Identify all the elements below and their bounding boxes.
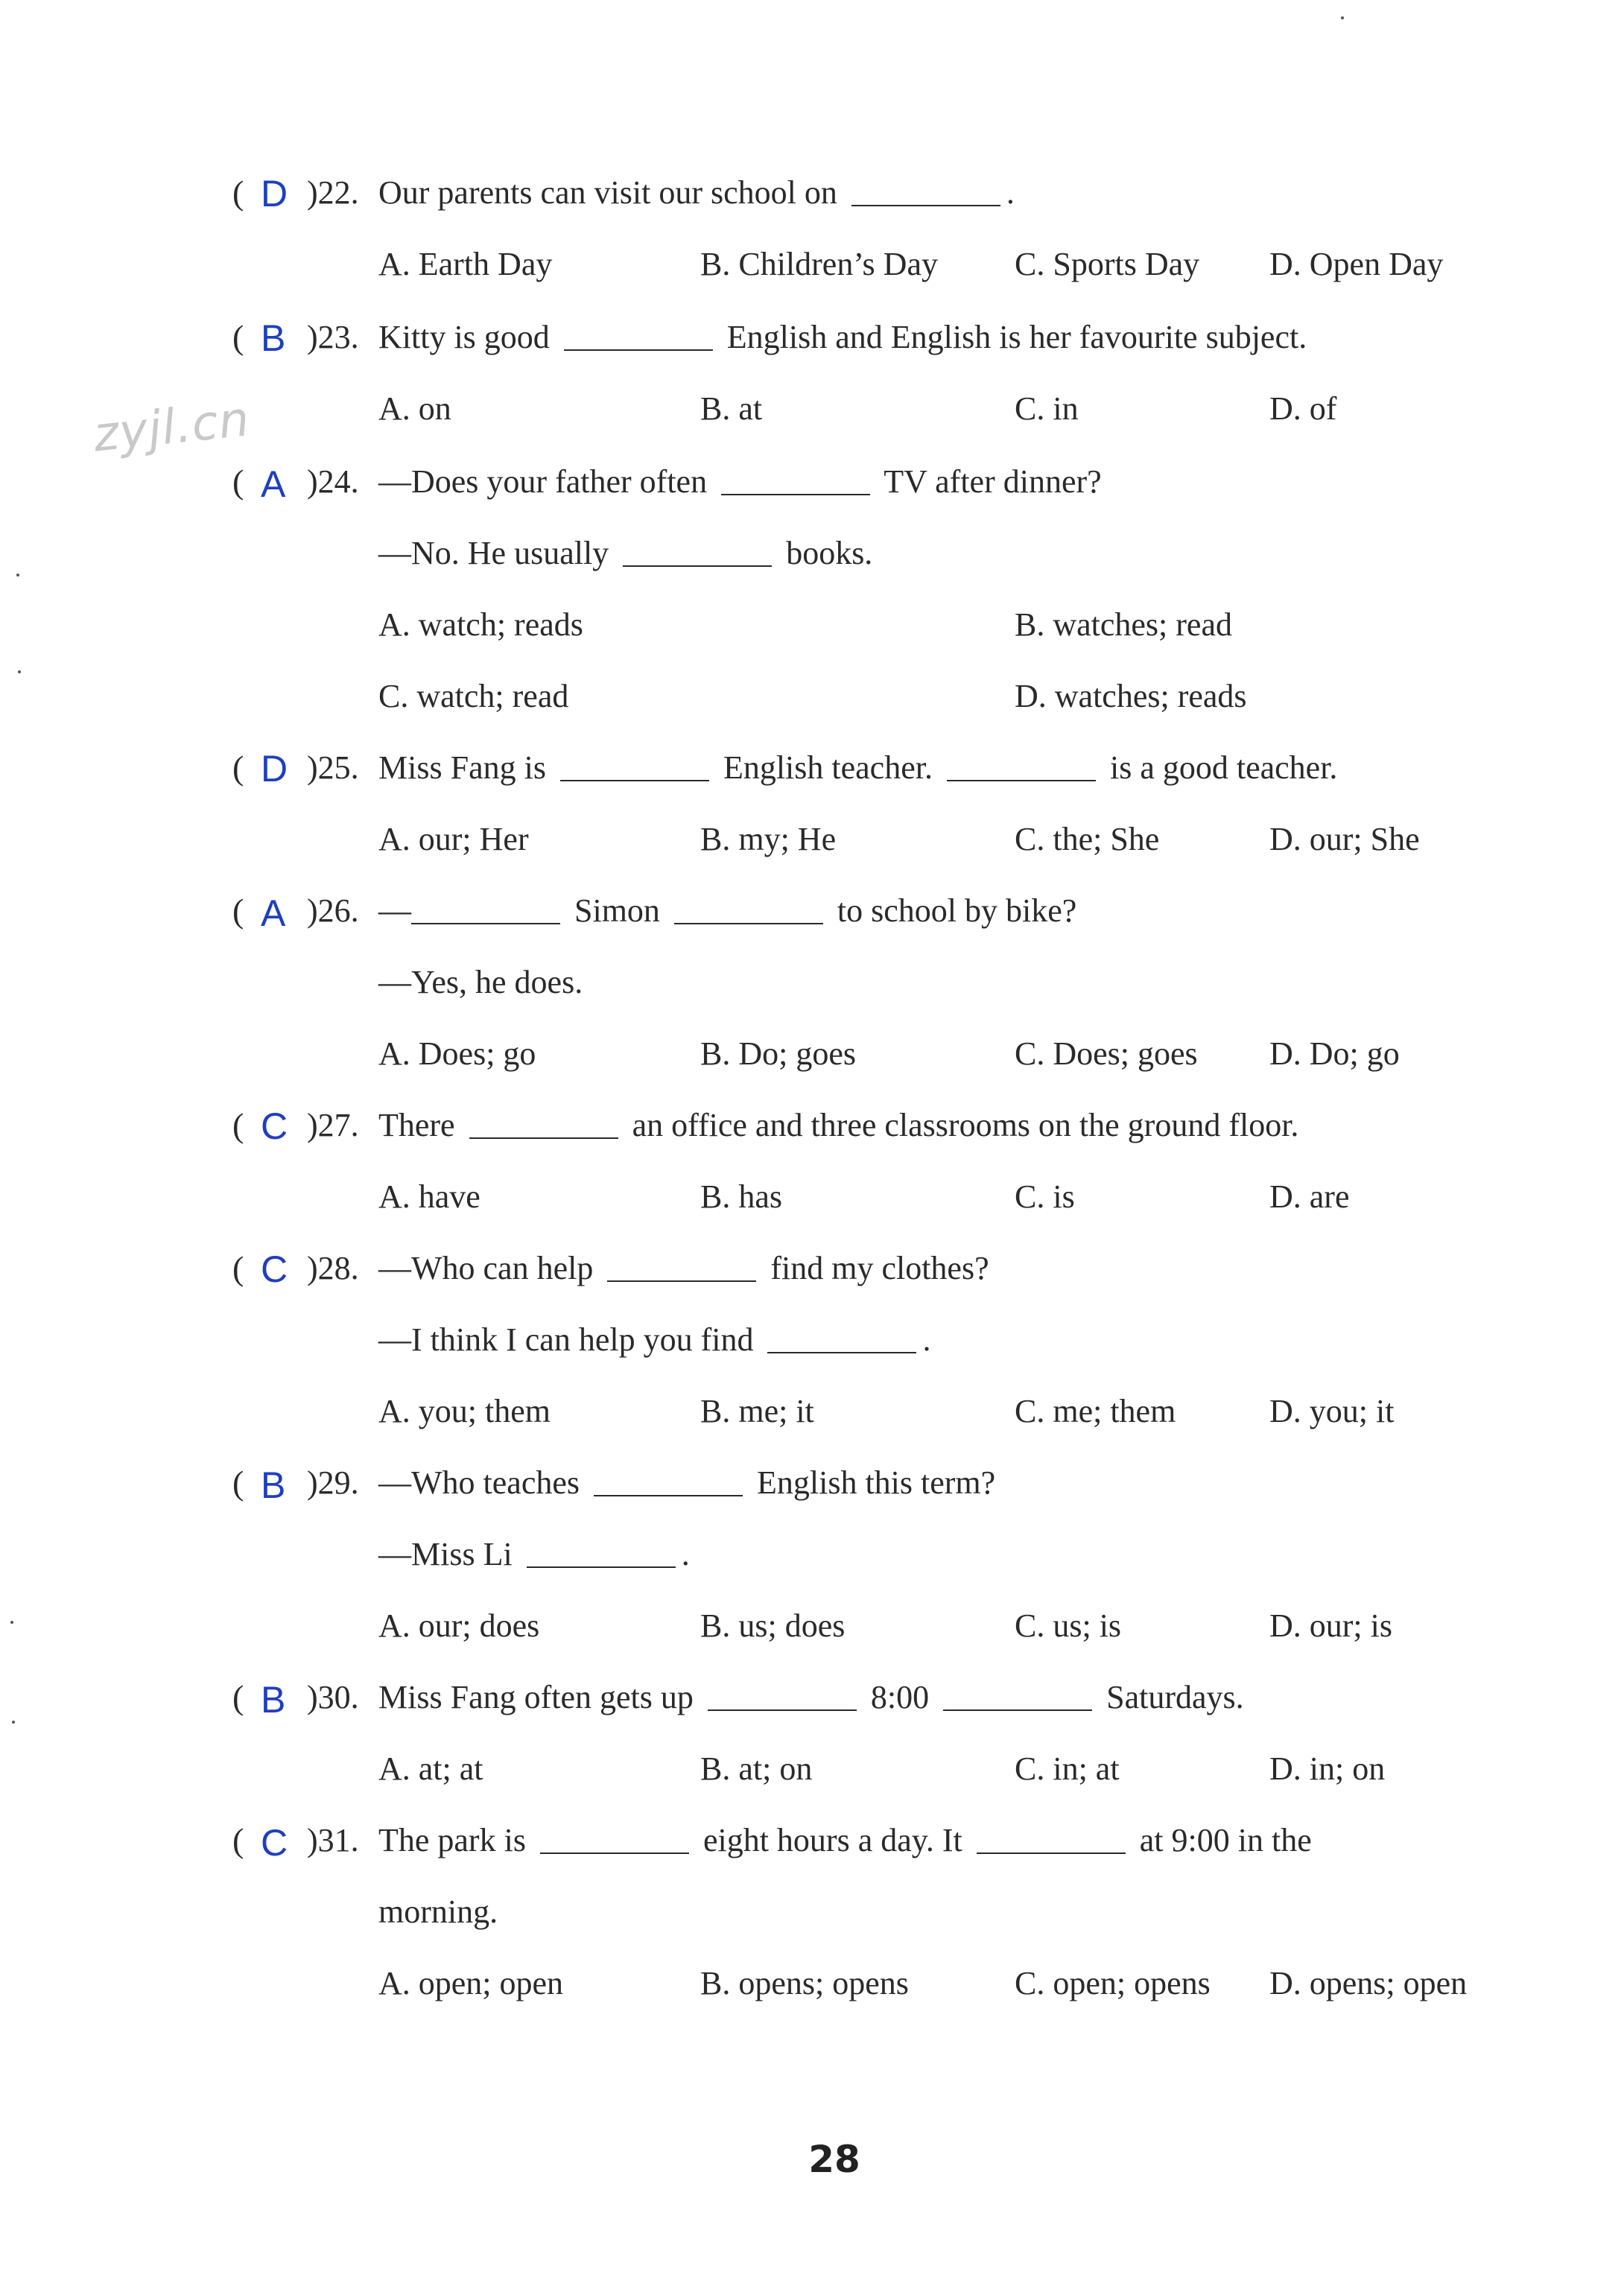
answer-blank: [977, 1820, 1126, 1854]
worksheet-page: zyjl.cn ( D )22. Our parents can visit our school on . A. Earth Day B. Children’s Day C. Sports Day D. Open Day ( B )23. Kitty is good English and English is her favourite subject. A. on B. at C. in D. of ( A )24. —Does your father often TV after dinner? —No. He usually books. A. watch; reads B. watches; read C. watch; read D. watches; reads ( D )25. Miss Fang is English teacher. is a good teacher. A. our; Her B. my; He C. the; She D. our; She ( A )26. — Simon to school by bike? —Yes, he does. A. Does; go B. Do; goes C. Does; goes D. Do; go ( C )27. There an office and three classrooms on the ground floor. A. have B. has C. is D. are ( C )28. —Who can help find my clothes? —I think I can help you find . A. you; them B. me; it C. me; them D. you; it ( B )29. —Who teaches English this term? —Miss Li . A. our; does B. us; does C. us; is D. our; is ( B )30. Miss Fang often gets up 8:00 Saturdays. A. at; at B. at; on C. in; at D. in; on ( C )31. The park is eight hours a day. It at 9:00 in the morning. A. open; open B. opens; opens C. open; opens D. opens; open 28: [0, 0, 1624, 2286]
option-d: D. our; She: [1269, 821, 1420, 857]
option-c: C. in; at: [1015, 1750, 1120, 1787]
option-d: D. in; on: [1269, 1750, 1386, 1787]
answer-blank: [540, 1820, 689, 1854]
answer-mark: C: [261, 1105, 288, 1147]
answer-mark: B: [261, 1464, 286, 1506]
answer-blank: [564, 317, 713, 351]
question-stem: There an office and three classrooms on the ground floor.: [378, 1099, 1298, 1152]
question-number: )30.: [307, 1679, 359, 1715]
question-stem: Miss Fang is English teacher. is a good teacher.: [378, 742, 1337, 794]
scan-speck: [18, 670, 21, 673]
option-a: A. you; them: [378, 1393, 551, 1429]
option-b: B. has: [700, 1178, 782, 1215]
question-stem: Kitty is good English and English is her favourite subject.: [378, 311, 1307, 363]
option-a: A. Does; go: [378, 1035, 536, 1072]
question-stem: —Who can help find my clothes?: [378, 1242, 989, 1295]
question-stem: Our parents can visit our school on .: [378, 167, 1015, 219]
option-d: D. Open Day: [1269, 246, 1444, 282]
option-d: D. opens; open: [1269, 1965, 1468, 2001]
answer-blank: [851, 172, 1000, 206]
answer-blank: [527, 1534, 676, 1568]
scan-speck: [1341, 16, 1344, 19]
option-c: C. is: [1015, 1178, 1075, 1215]
answer-blank: [943, 1677, 1092, 1711]
answer-mark: A: [261, 463, 286, 505]
answer-blank: [767, 1319, 916, 1353]
option-b: B. Children’s Day: [700, 246, 938, 282]
option-d: D. of: [1269, 390, 1337, 427]
option-b: B. my; He: [700, 821, 837, 857]
option-c: C. open; opens: [1015, 1965, 1211, 2001]
option-b: B. watches; read: [1015, 606, 1232, 643]
option-d: D. are: [1269, 1178, 1350, 1215]
watermark: zyjl.cn: [91, 392, 253, 463]
answer-mark: D: [261, 173, 288, 215]
answer-blank: [594, 1462, 743, 1496]
question-number: )27.: [307, 1107, 359, 1143]
option-d: D. Do; go: [1269, 1035, 1400, 1072]
answer-blank: [674, 890, 823, 924]
option-c: C. us; is: [1015, 1607, 1122, 1644]
question-number: )29.: [307, 1464, 359, 1501]
question-number: )25.: [307, 749, 359, 786]
option-a: A. have: [378, 1178, 480, 1215]
option-c: C. watch; read: [378, 678, 569, 714]
question-stem: —Does your father often TV after dinner?: [378, 456, 1102, 508]
answer-blank: [721, 461, 870, 495]
question-stem-line-2: morning.: [378, 1893, 498, 1930]
question-stem: — Simon to school by bike?: [378, 885, 1076, 937]
option-c: C. the; She: [1015, 821, 1160, 857]
option-c: C. Does; goes: [1015, 1035, 1198, 1072]
question-stem-line-2: —I think I can help you find .: [378, 1314, 930, 1366]
answer-blank: [708, 1677, 857, 1711]
answer-blank: [623, 533, 772, 567]
option-a: A. our; Her: [378, 821, 529, 857]
question-number: )23.: [307, 319, 359, 355]
option-a: A. open; open: [378, 1965, 564, 2001]
option-a: A. on: [378, 390, 451, 427]
question-stem: Miss Fang often gets up 8:00 Saturdays.: [378, 1671, 1244, 1724]
answer-blank: [947, 747, 1096, 781]
option-b: B. me; it: [700, 1393, 814, 1429]
question-stem: —Who teaches English this term?: [378, 1457, 995, 1509]
answer-mark: D: [261, 748, 288, 790]
option-a: A. Earth Day: [378, 246, 553, 282]
option-b: B. opens; opens: [700, 1965, 909, 2001]
question-stem: The park is eight hours a day. It at 9:00 in the: [378, 1814, 1312, 1867]
question-stem-line-2: —Miss Li .: [378, 1528, 690, 1581]
question-number: )28.: [307, 1250, 359, 1286]
option-c: C. Sports Day: [1015, 246, 1200, 282]
scan-speck: [10, 1621, 13, 1624]
question-stem-line-2: —Yes, he does.: [378, 964, 583, 1000]
question-stem-line-2: —No. He usually books.: [378, 527, 872, 580]
option-c: C. me; them: [1015, 1393, 1176, 1429]
question-number: )26.: [307, 892, 359, 929]
answer-mark: B: [261, 317, 286, 359]
option-b: B. Do; goes: [700, 1035, 856, 1072]
question-number: )24.: [307, 463, 359, 500]
answer-mark: C: [261, 1248, 288, 1290]
option-d: D. watches; reads: [1015, 678, 1247, 714]
option-d: D. you; it: [1269, 1393, 1395, 1429]
scan-speck: [12, 1721, 15, 1724]
option-a: A. at; at: [378, 1750, 483, 1787]
answer-blank: [607, 1248, 756, 1282]
option-c: C. in: [1015, 390, 1079, 427]
option-d: D. our; is: [1269, 1607, 1392, 1644]
scan-speck: [16, 574, 19, 577]
question-number: )31.: [307, 1822, 359, 1858]
question-number: )22.: [307, 174, 359, 211]
answer-blank: [560, 747, 709, 781]
option-b: B. at: [700, 390, 763, 427]
answer-blank: [411, 890, 560, 924]
answer-mark: A: [261, 892, 286, 934]
option-a: A. watch; reads: [378, 606, 583, 643]
option-b: B. us; does: [700, 1607, 846, 1644]
answer-mark: C: [261, 1822, 288, 1864]
page-number: 28: [808, 2138, 860, 2181]
option-a: A. our; does: [378, 1607, 540, 1644]
answer-blank: [469, 1105, 618, 1139]
option-b: B. at; on: [700, 1750, 813, 1787]
answer-mark: B: [261, 1679, 286, 1721]
